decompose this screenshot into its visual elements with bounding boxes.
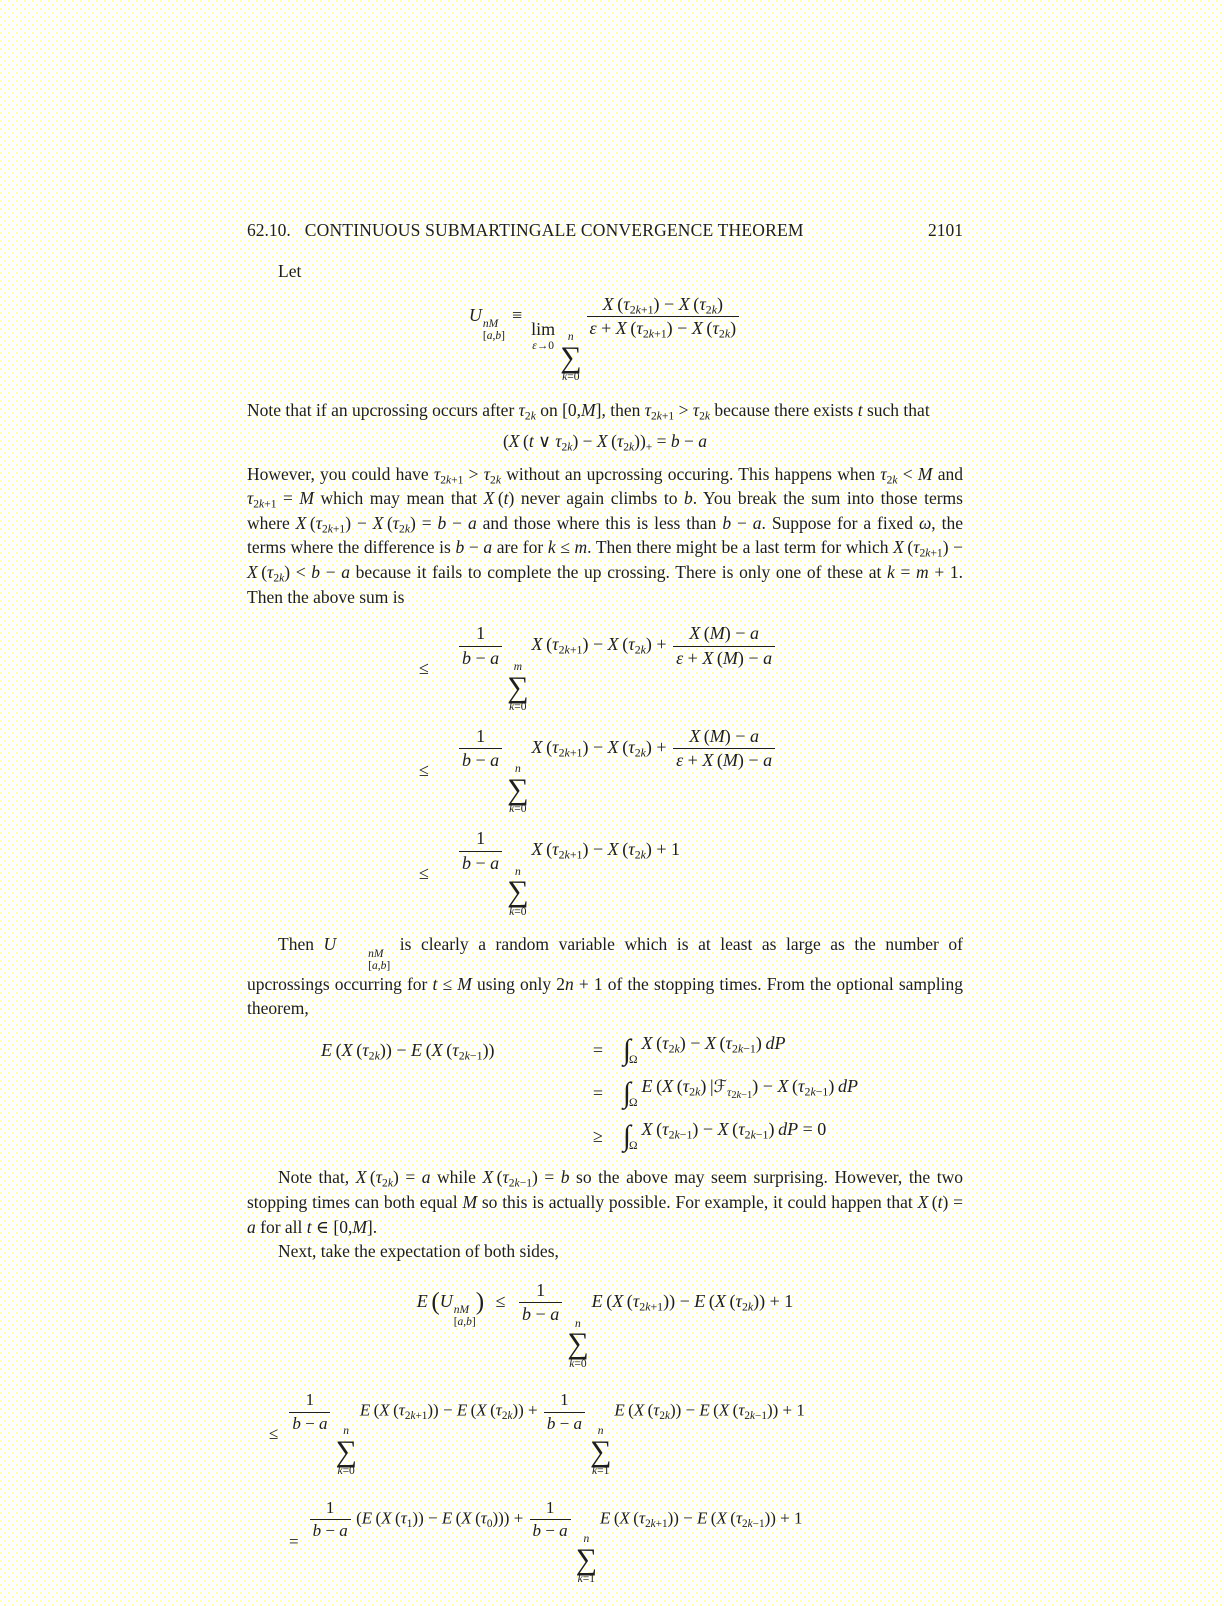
equation-sampling-row-2	[321, 1076, 963, 1110]
equation-sampling-lhs: E (X $(\tau_{2k})) - E$ (X $(\tau_{2k-1})$)	[321, 1039, 495, 1063]
equation-expectation-bound: E (U nM [a,b] ) ≤ $\frac{1}{b - a}$ n ∑ k=0 E (X $(\tau_{2k+1})) - E$ (X $(\tau_{2k})) + 1$	[416, 1279, 794, 1370]
equation-bound-row-3	[419, 828, 963, 918]
equation-final-expr-1: $\frac{1}{b - a}$ n ∑ k=0 E (X $(\tau_{2k+1})) - E$ (X $(\tau_{2k})$) + $\frac{1}{b - a}$ n ∑ k=1 E (X $(\tau_{2k})) - E$ (X $(\tau_{2k-1})) + 1$	[287, 1390, 805, 1478]
paragraph-let: Let	[278, 261, 302, 281]
equation-sampling-rhs-3: $\int_\Omega X$ $(\tau_{2k-1}) - X$ $(\tau_{2k-1})$ dP = 0	[623, 1119, 827, 1153]
relation-geq: ≥	[593, 1125, 603, 1146]
relation-equals: =	[289, 1531, 299, 1551]
relation-equals: =	[592, 1039, 604, 1060]
equation-array-optional-sampling	[321, 1033, 963, 1153]
paragraph-then-random-variable: Then U nM [a,b] is clearly a random variable which is at least as large as the number of upcrossings occurring for t ≤ M using only 2n + 1 of the stopping times. From the optional sampling theorem,	[247, 934, 963, 1019]
equation-bound-expr-1: $\frac{1}{b - a}$ m ∑ k=0 X $(\tau_{2k+1}) - X$ $(\tau_{2k})$ + $\frac{X (M) - a}{\varepsilon + X (M) - a}$	[457, 623, 777, 713]
page-content	[247, 220, 963, 1606]
equation-final-row-1	[269, 1390, 963, 1478]
equation-sampling-row-1	[321, 1033, 963, 1067]
equation-sampling-row-3	[321, 1119, 963, 1153]
relation-equals: =	[592, 1082, 604, 1103]
section-number: 62.10.	[247, 220, 291, 240]
equation-bound-row-2	[419, 726, 963, 816]
equation-positive-part: (X (t ∨ $\tau_{2k}) - X$ $(\tau_{2k}))_+ = b - a$	[502, 430, 708, 454]
equation-bound-expr-3: $\frac{1}{b - a}$ n ∑ k=0 X $(\tau_{2k+1}) - X$ $(\tau_{2k}) + 1$	[457, 828, 680, 918]
paragraph-next-expectation: Next, take the expectation of both sides,	[278, 1241, 559, 1262]
equation-array-final	[247, 1390, 963, 1586]
equation-sampling-rhs-1: $\int_\Omega X$ $(\tau_{2k}) - X$ $(\tau_{2k-1})$ dP	[623, 1032, 786, 1067]
equation-final-expr-2: $\frac{1}{b - a}$ (E (X $(\tau_1)) - E$ (X $(\tau_0)$)) + $\frac{1}{b - a}$ n ∑ k=1 E (X $(\tau_{2k+1})) - E$ (X $(\tau_{2k-1})) + 1$	[308, 1498, 803, 1586]
equation-bound-row-1	[419, 623, 963, 713]
equation-bound-expr-2: $\frac{1}{b - a}$ n ∑ k=0 X $(\tau_{2k+1}) - X$ $(\tau_{2k})$ + $\frac{X (M) - a}{\varepsilon + X (M) - a}$	[457, 726, 777, 816]
equation-array-sum-bounds	[419, 623, 963, 918]
equation-sampling-rhs-2: $\int_\Omega E$ (X $(\tau_{2k})$ |ℱ$_{\tau_{2k-1}}$) − X $(\tau_{2k-1})$ dP	[623, 1076, 858, 1110]
paragraph-note-surprising: Note that, X $(\tau_{2k}) = a$ while X $(\tau_{2k-1}) = b$ so the above may seem surprising. However, the two stopping times can both equal M so this is actually possible. For example, it could happen that X (t) = a for all t ∈ [0,M].	[247, 1167, 963, 1237]
relation-leq: ≤	[419, 760, 429, 781]
paragraph-note-upcrossing: Note that if an upcrossing occurs after $\tau_{2k}$ on [0,M], then $\tau_{2k+1} > \tau_{2k}$ because there exists t such that	[247, 399, 930, 423]
equation-upcrossing-definition: U nM [a,b] ≡ lim ε→0 n ∑ k=0 $\frac{X (\tau_{2k+1}) - X (\tau_{2k})}{\varepsilon + X (\tau_{2k+1}) - X (\tau_{2k})}$	[247, 294, 963, 384]
running-header	[247, 220, 963, 241]
paragraph-however: However, you could have $\tau_{2k+1} > \tau_{2k}$ without an upcrossing occuring. This happens when $\tau_{2k} < M$ and $\tau_{2k+1} = M$ which may mean that X (t) never again climbs to b. You break the sum into those terms where X $(\tau_{2k+1}) - X$ $(\tau_{2k}) = b - a$ and those where this is less than b − a. Suppose for a fixed ω, the terms where the difference is b − a are for k ≤ m. Then there might be a last term for which X $(\tau_{2k+1}) - X$ $(\tau_{2k}) < b - a$ because it fails to complete the up crossing. There is only one of these at k = m + 1. Then the above sum is	[247, 463, 964, 607]
equation-final-row-2	[289, 1498, 963, 1586]
section-heading	[247, 220, 804, 241]
relation-leq: ≤	[419, 862, 429, 883]
section-title: CONTINUOUS SUBMARTINGALE CONVERGENCE THEOREM	[304, 220, 804, 240]
relation-leq: ≤	[269, 1424, 279, 1444]
relation-leq: ≤	[419, 657, 429, 678]
page-number: 2101	[928, 220, 963, 240]
